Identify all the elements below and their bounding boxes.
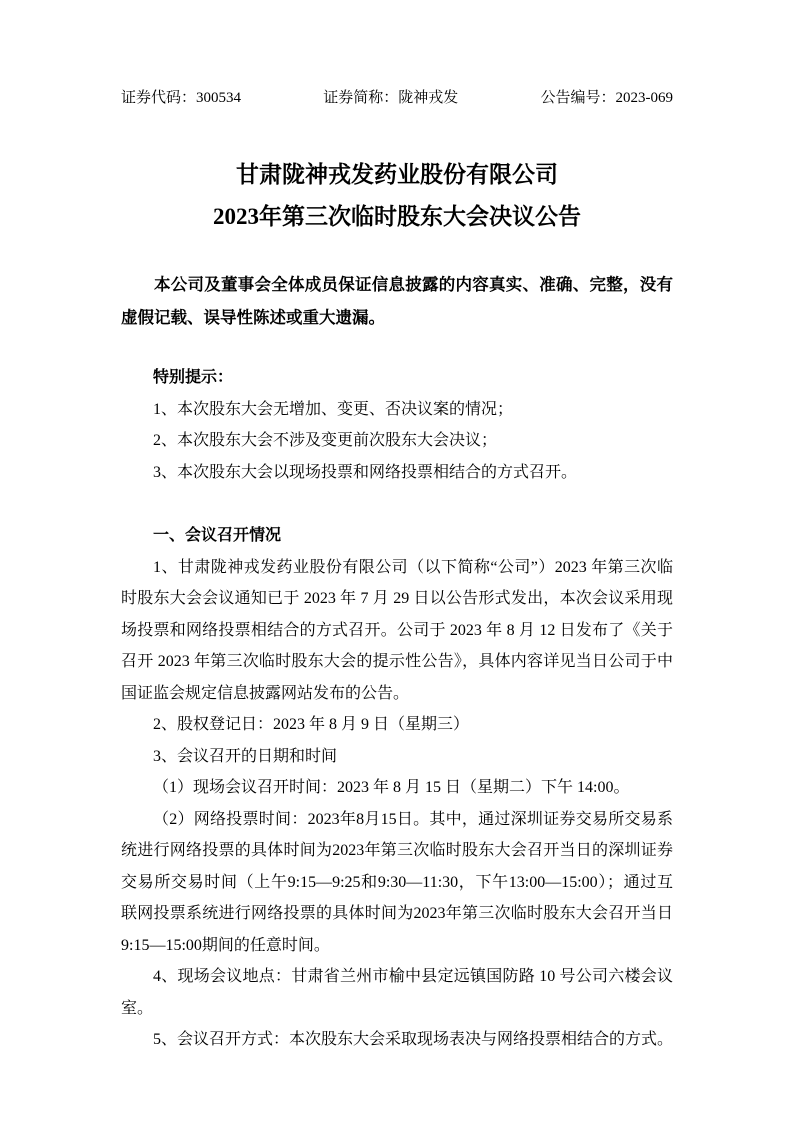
section-paragraph: 1、甘肃陇神戎发药业股份有限公司（以下简称“公司”）2023 年第三次临时股东大会会议通知已于 2023 年 7 月 29 日以公告形式发出，本次会议采用现场投票和网络投票相结合的方式召开。公司于 2023 年 8 月 12 日发布了《关于召开 2023 年第三次临时股东大会的提示性公告》，具体内容详见当日公司于中国证监会规定信息披露网站发布的公告。 <box>121 558 673 702</box>
section-paragraph: 5、会议召开方式：本次股东大会采取现场表决与网络投票相结合的方式。 <box>153 1031 674 1048</box>
document-title-line1: 甘肃陇神戎发药业股份有限公司 <box>236 162 558 187</box>
special-notice-item: 1、本次股东大会无增加、变更、否决议案的情况； <box>153 400 514 418</box>
section-heading: 一、会议召开情况 <box>153 527 282 544</box>
special-notice-item: 3、本次股东大会以现场投票和网络投票相结合的方式召开。 <box>153 463 578 481</box>
special-notice-item: 2、本次股东大会不涉及变更前次股东大会决议； <box>153 432 498 449</box>
section-paragraph: 4、现场会议地点：甘肃省兰州市榆中县定远镇国防路 10 号公司六楼会议室。 <box>121 968 673 1017</box>
section-paragraph: 2、股权登记日：2023 年 8 月 9 日（星期三） <box>153 716 470 733</box>
section-paragraph: 3、会议召开的日期和时间 <box>153 747 338 765</box>
special-notice-heading: 特别提示： <box>153 369 234 386</box>
truthfulness-declaration: 本公司及董事会全体成员保证信息披露的内容真实、准确、完整，没有虚假记载、误导性陈述或重大遗漏。 <box>121 275 673 327</box>
document-header-row <box>121 88 673 108</box>
document-title <box>121 154 673 238</box>
section-paragraph: （2）网络投票时间：2023年8月15日。其中，通过深圳证券交易所交易系统进行网络投票的具体时间为2023年第三次临时股东大会召开当日的深圳证券交易所交易时间（上午9:15—9:25和9:30—11:30，下午13:00—15:00）；通过互联网投票系统进行网络投票的具体时间为2023年第三次临时股东大会召开当日9:15—15:00期间的任意时间。 <box>121 810 673 954</box>
section-paragraph: （1）现场会议召开时间：2023 年 8 月 15 日（星期二）下午 14:00。 <box>153 779 630 796</box>
meeting-convening-section <box>121 520 673 1056</box>
special-notice-section <box>121 362 673 488</box>
announcement-number: 公告编号：2023-069 <box>540 90 673 106</box>
stock-short-name: 证券简称：陇神戎发 <box>323 90 459 106</box>
stock-code: 证券代码：300534 <box>121 90 242 106</box>
document-title-line2: 2023年第三次临时股东大会决议公告 <box>213 204 581 229</box>
